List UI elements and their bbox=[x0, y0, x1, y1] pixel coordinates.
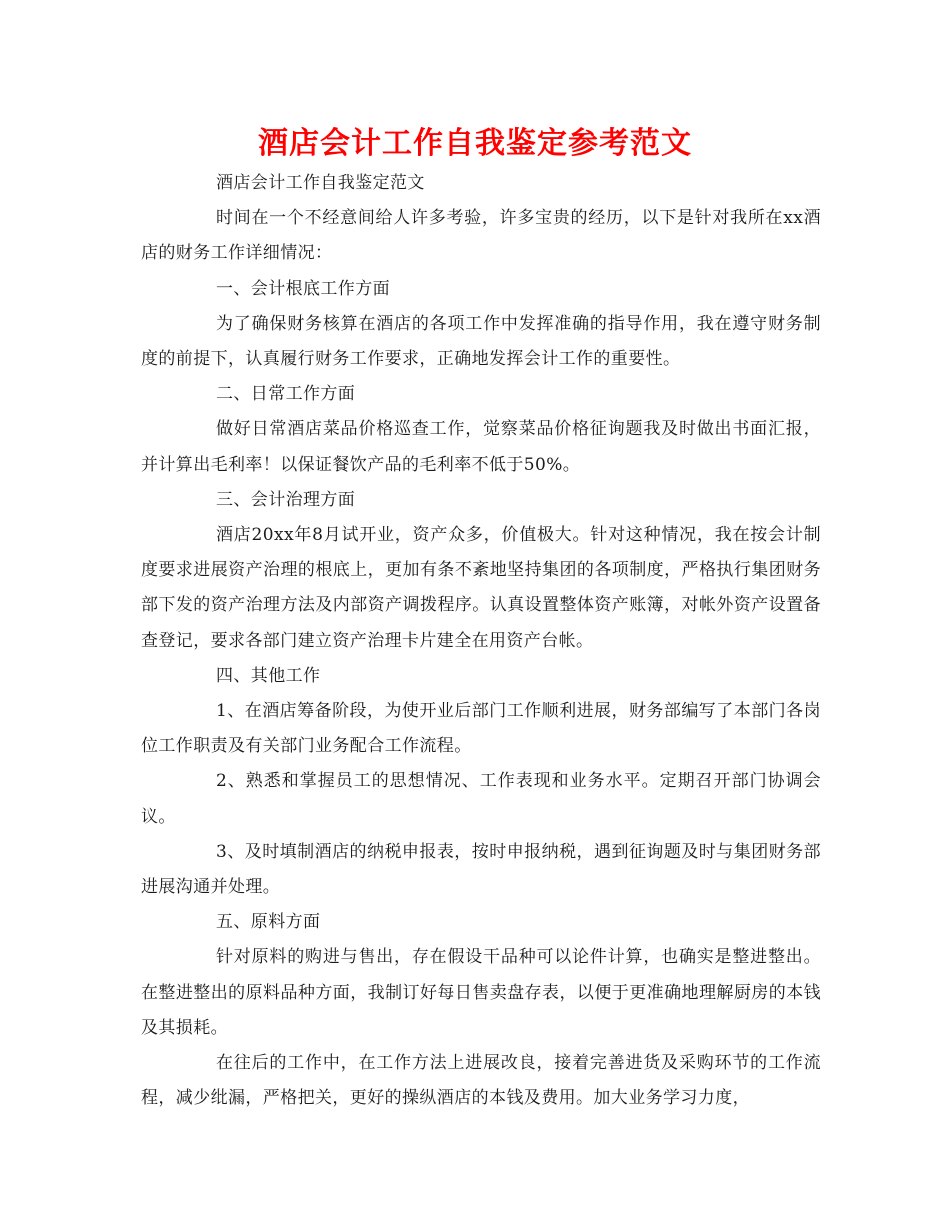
section-heading-4: 四、其他工作 bbox=[216, 665, 321, 686]
section-heading-3: 三、会计治理方面 bbox=[216, 489, 356, 510]
document-body bbox=[141, 166, 821, 1116]
paragraph-section-3: 酒店20xx年8月试开业，资产众多，价值极大。针对这种情况，我在按会计制度要求进展资产治理的根底上，更加有条不紊地坚持集团的各项制度，严格执行集团财务部下发的资产治理方法及内部资产调拨程序。认真设置整体资产账簿，对帐外资产设置备查登记，要求各部门建立资产治理卡片建全在用资产台帐。 bbox=[141, 525, 821, 651]
section-heading-2: 二、日常工作方面 bbox=[216, 384, 356, 405]
paragraph-section-5: 针对原料的购进与售出，存在假设干品种可以论件计算，也确实是整进整出。在整进整出的原料品种方面，我制订好每日售卖盘存表，以便于更准确地理解厨房的本钱及其损耗。 bbox=[141, 947, 821, 1038]
paragraph-intro: 时间在一个不经意间给人许多考验，许多宝贵的经历，以下是针对我所在xx酒店的财务工作详细情况： bbox=[141, 208, 821, 264]
paragraph-item-1: 1、在酒店筹备阶段，为使开业后部门工作顺利进展，财务部编写了本部门各岗位工作职责及有关部门业务配合工作流程。 bbox=[141, 701, 821, 757]
paragraph-item-2: 2、熟悉和掌握员工的思想情况、工作表现和业务水平。定期召开部门协调会议。 bbox=[141, 771, 821, 827]
paragraph-section-1: 为了确保财务核算在酒店的各项工作中发挥准确的指导作用，我在遵守财务制度的前提下，认真履行财务工作要求，正确地发挥会计工作的重要性。 bbox=[141, 313, 821, 370]
section-heading-1: 一、会计根底工作方面 bbox=[216, 278, 390, 299]
section-heading-5: 五、原料方面 bbox=[216, 912, 321, 933]
document-title: 酒店会计工作自我鉴定参考范文 bbox=[258, 126, 692, 161]
paragraph-section-2: 做好日常酒店菜品价格巡查工作，觉察菜品价格征询题我及时做出书面汇报，并计算出毛利率！以保证餐饮产品的毛利率不低于50%。 bbox=[141, 419, 821, 475]
paragraph-item-3: 3、及时填制酒店的纳税申报表，按时申报纳税，遇到征询题及时与集团财务部进展沟通并处理。 bbox=[141, 841, 821, 898]
paragraph-subtitle: 酒店会计工作自我鉴定范文 bbox=[216, 173, 425, 193]
paragraph-closing: 在往后的工作中，在工作方法上进展改良，接着完善进货及采购环节的工作流程，减少纰漏，严格把关，更好的操纵酒店的本钱及费用。加大业务学习力度， bbox=[141, 1053, 821, 1109]
